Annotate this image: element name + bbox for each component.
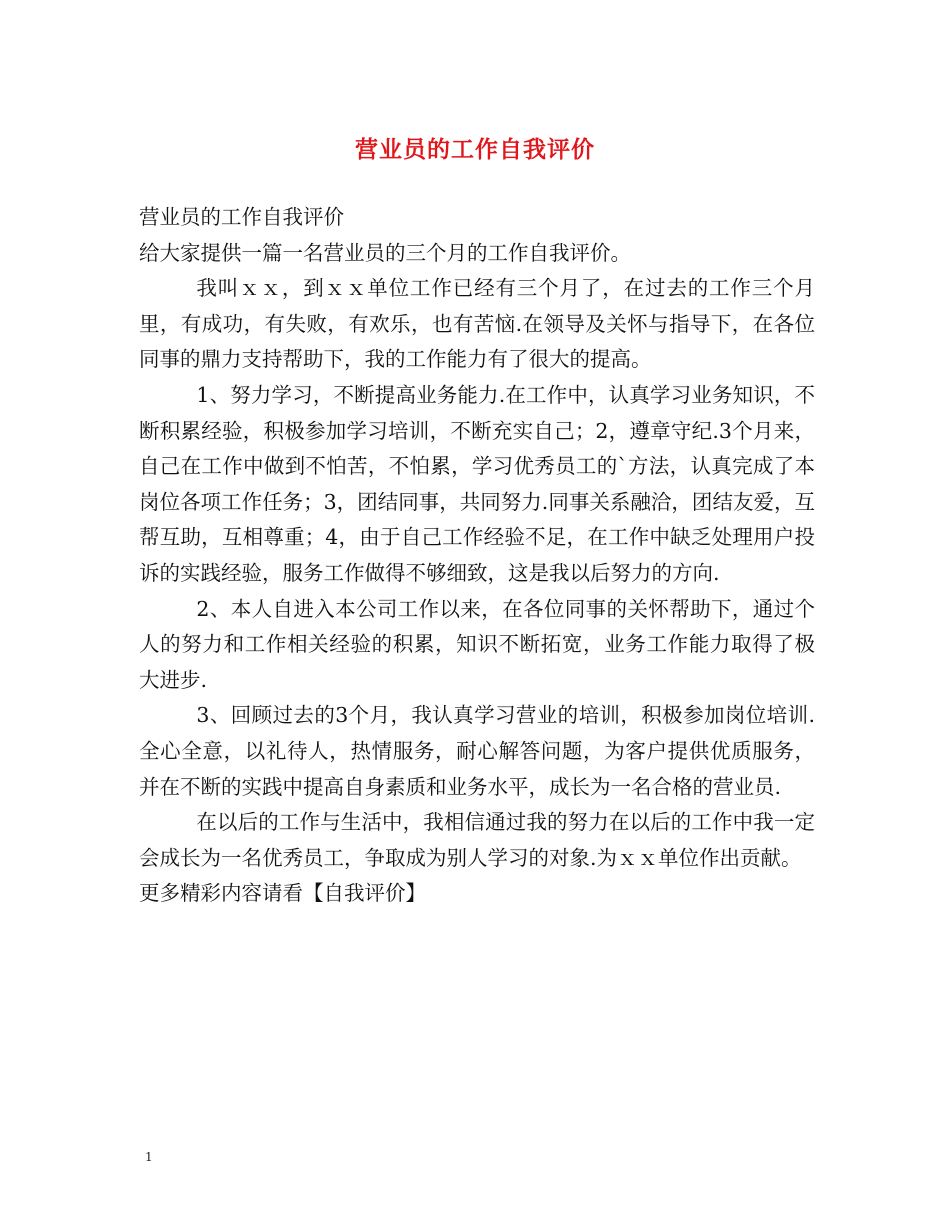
more-content-link[interactable]: 更多精彩内容请看【自我评价】: [139, 881, 426, 906]
paragraph-point-1: 1、努力学习，不断提高业务能力.在工作中，认真学习业务知识，不断积累经验，积极参加学习培训，不断充实自己；2，遵章守纪.3个月来，自己在工作中做到不怕苦，不怕累，学习优秀员工的`方法，认真完成了本岗位各项工作任务；3，团结同事，共同努力.同事关系融洽，团结友爱，互帮互助，互相尊重；4，由于自己工作经验不足，在工作中缺乏处理用户投诉的实践经验，服务工作做得不够细致，这是我以后努力的方向.: [139, 382, 815, 585]
paragraph-closing: 在以后的工作与生活中，我相信通过我的努力在以后的工作中我一定会成长为一名优秀员工，争取成为别人学习的对象.为ｘｘ单位作出贡献。: [139, 810, 815, 870]
paragraph-point-3: 3、回顾过去的3个月，我认真学习营业的培训，积极参加岗位培训.全心全意，以礼待人，热情服务，耐心解答问题，为客户提供优质服务，并在不断的实践中提高自身素质和业务水平，成长为一名合格的营业员.: [139, 703, 815, 799]
document-body: [139, 200, 815, 912]
paragraph-opening: 我叫ｘｘ，到ｘｘ单位工作已经有三个月了，在过去的工作三个月里，有成功，有失败，有欢乐，也有苦恼.在领导及关怀与指导下，在各位同事的鼎力支持帮助下，我的工作能力有了很大的提高。: [139, 276, 815, 372]
paragraph-point-2: 2、本人自进入本公司工作以来，在各位同事的关怀帮助下，通过个人的努力和工作相关经验的积累，知识不断拓宽，业务工作能力取得了极大进步.: [139, 596, 815, 692]
subtitle-line: 营业员的工作自我评价: [139, 205, 344, 229]
page-title: 营业员的工作自我评价: [355, 137, 595, 163]
page-number: 1: [145, 1150, 153, 1164]
intro-line: 给大家提供一篇一名营业员的三个月的工作自我评价。: [139, 240, 631, 265]
